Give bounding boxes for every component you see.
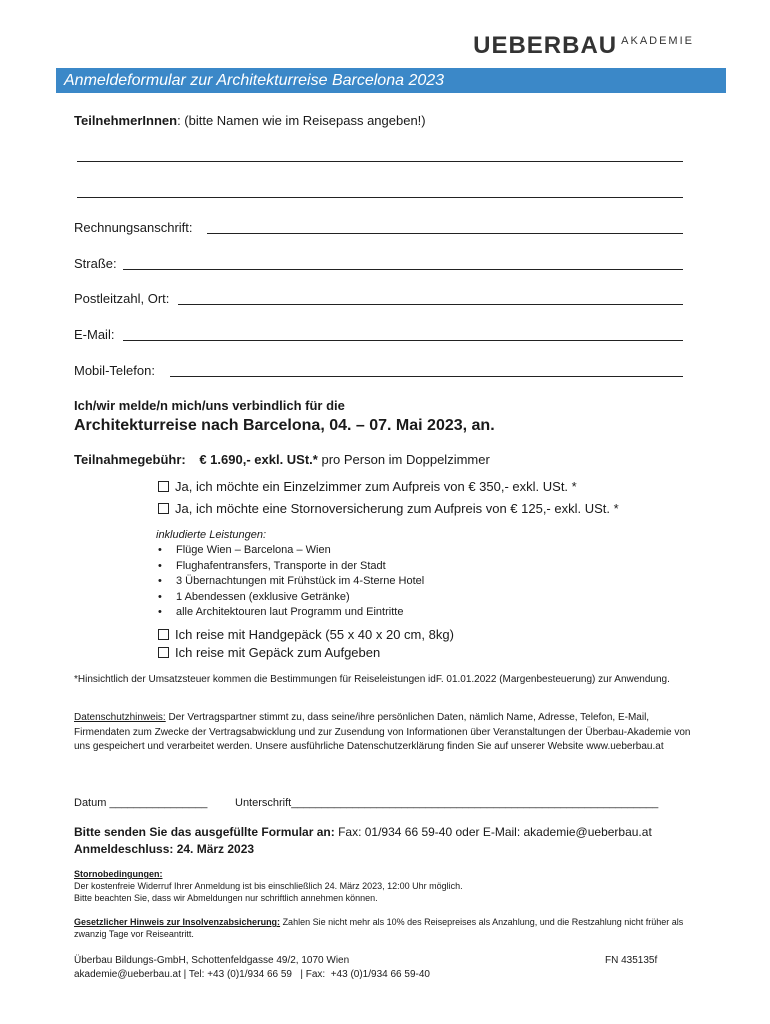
email-label: E-Mail:	[74, 327, 115, 342]
fee-suffix: pro Person im Doppelzimmer	[317, 452, 490, 467]
insurance-checkbox[interactable]	[158, 503, 169, 514]
participants-hint: : (bitte Namen wie im Reisepass angeben!)	[177, 113, 426, 128]
participants-label: TeilnehmerInnen	[74, 113, 178, 128]
logo-main-text: UEBERBAU	[473, 32, 618, 59]
logo-sub-text: AKADEMIE	[621, 35, 694, 47]
submit-row	[74, 825, 714, 839]
ueberbau-logo	[473, 34, 694, 58]
hand-luggage-option[interactable]	[158, 627, 454, 642]
footer-fn: FN 435135f	[605, 955, 658, 966]
street-field[interactable]	[123, 269, 683, 270]
privacy-notice	[74, 711, 694, 755]
storno-label: Stornobedingungen:	[74, 869, 163, 879]
service-item: • 3 Übernachtungen mit Frühstück im 4-Sterne Hotel	[156, 574, 424, 590]
insolvency-text: Zahlen Sie nicht mehr als 10% des Reisepreises als Anzahlung, und die Restzahlung nicht früher als zwanzig Tage vor Reiseantritt.	[74, 917, 684, 939]
single-room-option[interactable]	[158, 479, 577, 494]
service-item: • 1 Abendessen (exklusive Getränke)	[156, 590, 424, 606]
submit-label: Bitte senden Sie das ausgefüllte Formular an:	[74, 825, 335, 839]
mobile-label: Mobil-Telefon:	[74, 363, 155, 378]
checked-luggage-checkbox[interactable]	[158, 647, 169, 658]
privacy-text: Der Vertragspartner stimmt zu, dass seine/ihre persönlichen Daten, nämlich Name, Adresse, Telefon, E-Mail, Firmendaten zum Zwecke der Vertragsabwicklung und zur Zusendung von Informationen über Veranstaltungen der Überbau-Akademie von uns gespeichert und verarbeitet werden. Unsere ausführliche Datenschutzerklärung finden Sie auf unserer Website www.ueberbau.at	[74, 712, 691, 752]
email-field[interactable]	[123, 340, 683, 341]
storno-line-1: Der kostenfreie Widerruf Ihrer Anmeldung ist bis einschließlich 24. März 2023, 12:00 Uhr möglich.	[74, 881, 463, 891]
hand-luggage-checkbox[interactable]	[158, 629, 169, 640]
fee-label: Teilnahmegebühr:	[74, 452, 186, 467]
service-item: • Flüge Wien – Barcelona – Wien	[156, 543, 424, 559]
fee-amount: € 1.690,- exkl. USt.*	[199, 452, 318, 467]
declaration-text: Ich/wir melde/n mich/uns verbindlich für die	[74, 398, 345, 413]
checked-luggage-label: Ich reise mit Gepäck zum Aufgeben	[175, 645, 381, 660]
storno-line-2: Bitte beachten Sie, dass wir Abmeldungen nur schriftlich annehmen können.	[74, 893, 378, 903]
date-field[interactable]: Datum ________________	[74, 797, 208, 809]
insurance-option[interactable]	[158, 501, 619, 516]
checked-luggage-option[interactable]	[158, 645, 380, 660]
billing-field[interactable]	[207, 233, 683, 234]
signature-field[interactable]: Unterschrift____________________________________________________________	[235, 797, 659, 809]
single-room-label: Ja, ich möchte ein Einzelzimmer zum Aufpreis von € 350,- exkl. USt. *	[175, 479, 577, 494]
participant-line-1[interactable]	[77, 161, 683, 162]
insurance-label: Ja, ich möchte eine Stornoversicherung zum Aufpreis von € 125,- exkl. USt. *	[175, 501, 619, 516]
privacy-label: Datenschutzhinweis:	[74, 712, 166, 723]
deadline: Anmeldeschluss: 24. März 2023	[74, 842, 255, 856]
zip-city-label: Postleitzahl, Ort:	[74, 291, 170, 306]
billing-label: Rechnungsanschrift:	[74, 220, 193, 235]
participant-line-2[interactable]	[77, 197, 683, 198]
footer-contact: akademie@ueberbau.at | Tel: +43 (0)1/934 66 59 | Fax: +43 (0)1/934 66 59-40	[74, 969, 430, 980]
submit-contact: Fax: 01/934 66 59-40 oder E-Mail: akademie@ueberbau.at	[334, 825, 652, 839]
tax-note: *Hinsichtlich der Umsatzsteuer kommen die Bestimmungen für Reiseleistungen idF. 01.01.2022 (Margenbesteuerung) zur Anwendung.	[74, 674, 670, 685]
street-label: Straße:	[74, 256, 117, 271]
footer-company: Überbau Bildungs-GmbH, Schottenfeldgasse 49/2, 1070 Wien	[74, 955, 350, 966]
form-title: Anmeldeformular zur Architekturreise Barcelona 2023	[64, 72, 445, 89]
insolvency-label: Gesetzlicher Hinweis zur Insolvenzabsicherung:	[74, 917, 281, 927]
mobile-field[interactable]	[170, 376, 683, 377]
service-item: • alle Architektouren laut Programm und Eintritte	[156, 605, 424, 621]
participants-label-row	[74, 113, 426, 128]
trip-headline: Architekturreise nach Barcelona, 04. – 07. Mai 2023, an.	[74, 417, 495, 434]
service-item: • Flughafentransfers, Transporte in der Stadt	[156, 559, 424, 575]
services-list	[156, 543, 424, 621]
fee-row	[74, 452, 490, 467]
single-room-checkbox[interactable]	[158, 481, 169, 492]
hand-luggage-label: Ich reise mit Handgepäck (55 x 40 x 20 cm, 8kg)	[175, 627, 454, 642]
services-heading: inkludierte Leistungen:	[156, 529, 267, 541]
insolvency-notice	[74, 916, 704, 940]
form-title-bar	[56, 68, 726, 93]
zip-city-field[interactable]	[178, 304, 683, 305]
